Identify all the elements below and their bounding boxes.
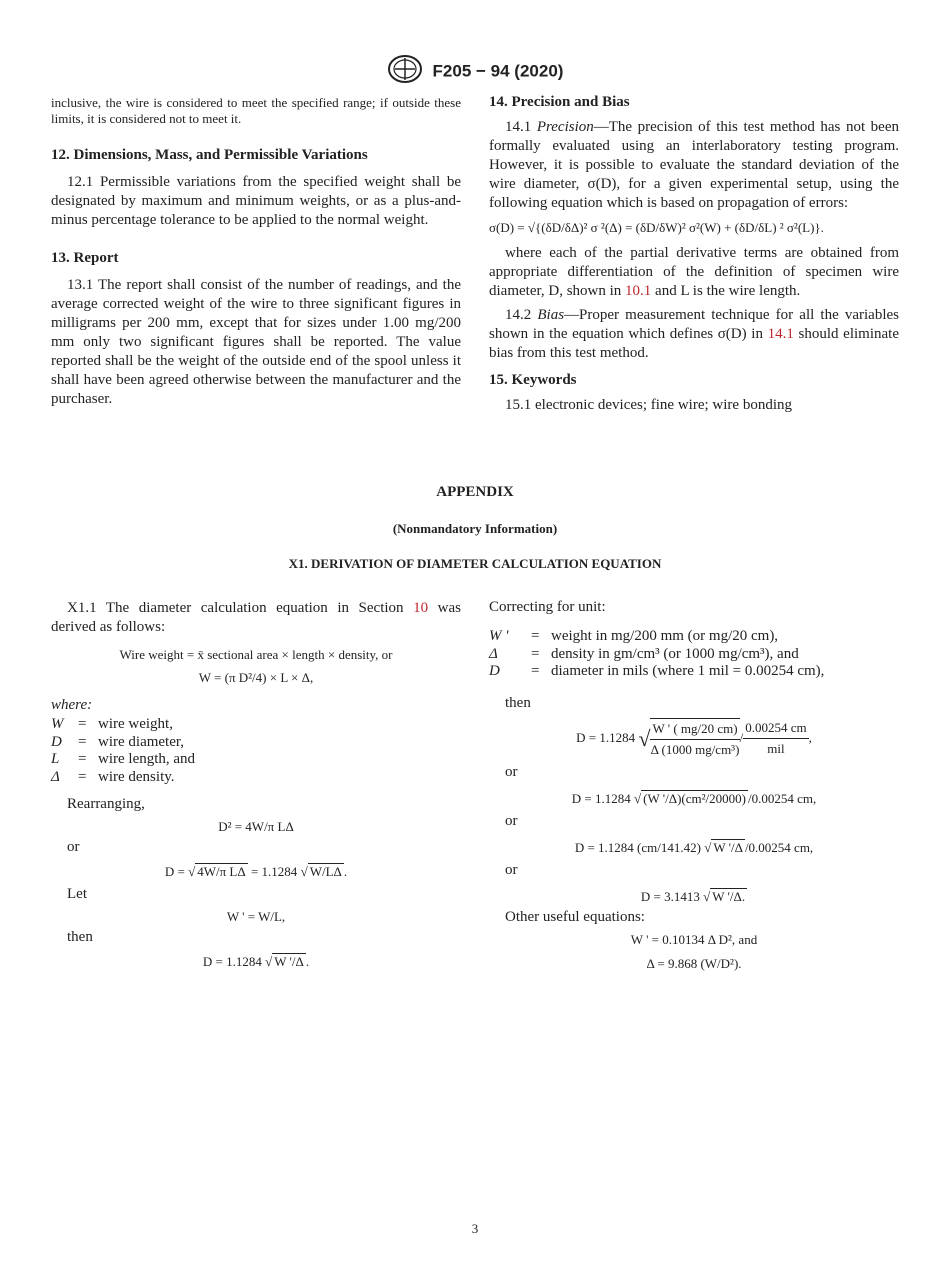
left-column bbox=[51, 95, 461, 409]
let-text: Let bbox=[67, 886, 87, 902]
section-14-1: 14.1 Precision—The precision of this test method has not been formally evaluated using an interlaboratory testing program. However, it is possible to evaluate the standard deviation of the wire diameter, σ(D), for a given experimental setup, using the following equation which is based on propagation of errors: bbox=[489, 119, 899, 211]
right-variable-list bbox=[489, 628, 899, 681]
variable-row: Δ = density in gm/cm³ (or 1000 mg/cm³), and bbox=[489, 645, 799, 662]
appendix-right-column bbox=[489, 599, 899, 974]
ref-section-10-link[interactable]: 10 bbox=[413, 600, 429, 616]
section-14-title: 14. Precision and Bias bbox=[489, 94, 630, 110]
appendix-left-column bbox=[51, 599, 461, 972]
section-14-2: 14.2 Bias—Proper measurement technique for all the variables shown in the equation which defines σ(D) in 14.1 should eliminate bias from this test method. bbox=[489, 307, 899, 361]
eq-W: W = (π D²/4) × L × Δ, bbox=[198, 670, 314, 685]
eq-W-prime: W ' = W/L, bbox=[226, 909, 286, 924]
section-13-title: 13. Report bbox=[51, 250, 119, 266]
bias-term: Bias bbox=[537, 307, 565, 323]
where-label: where: bbox=[51, 697, 93, 713]
eq-wire-weight: Wire weight = x̄ sectional area × length × density, or bbox=[119, 647, 393, 662]
eq-other-1: W ' = 0.10134 Δ D², and bbox=[630, 931, 758, 947]
then-text-1: then bbox=[67, 929, 93, 945]
variable-row: D = wire diameter, bbox=[51, 733, 185, 750]
astm-logo-icon bbox=[387, 54, 423, 89]
eq-D-sqrt: D = √ 4W/π LΔ = 1.1284 √ W/LΔ . bbox=[164, 864, 348, 879]
document-designation: F205 − 94 (2020) bbox=[432, 61, 564, 81]
or-text-1: or bbox=[67, 839, 80, 855]
then-text-2: then bbox=[505, 694, 531, 711]
continuation-text: inclusive, the wire is considered to meet the specified range; if outside these limits, it is considered not to meet it. bbox=[51, 95, 461, 126]
variable-row: Δ = wire density. bbox=[51, 768, 175, 785]
precision-equation: σ(D) = √{(δD/δΔ)² σ ²(Δ) = (δD/δW)² σ²(W) + (δD/δL) ² σ²(L)}. bbox=[489, 220, 824, 235]
precision-term: Precision bbox=[536, 119, 594, 135]
variable-row: D = diameter in mils (where 1 mil = 0.00254 cm), bbox=[489, 663, 825, 679]
eq-right-1: D = 1.1284 √ $\frac{W ' ( mg/20 cm)}{\text{Δ (1000 mg/cm³)}}$ / $\frac{0.00254 cm}{\text{mil}}$ , bbox=[489, 718, 899, 760]
section-15-1: 15.1 electronic devices; fine wire; wire bonding bbox=[505, 397, 792, 413]
ref-10-1-link[interactable]: 10.1 bbox=[625, 283, 652, 299]
variable-row: W = wire weight, bbox=[51, 716, 173, 732]
section-15-title: 15. Keywords bbox=[489, 372, 577, 388]
appendix-x1-title: X1. DERIVATION OF DIAMETER CALCULATION EQUATION bbox=[288, 556, 662, 571]
appendix-subtitle: (Nonmandatory Information) bbox=[392, 521, 558, 536]
rearranging-text: Rearranging, bbox=[67, 796, 145, 812]
section-13-1: 13.1 The report shall consist of the number of readings, and the average corrected weight of the wire to three significant figures in milligrams per 200 mm, except that for sizes under 1.00 mg/200 mm only two significant figures shall be reported. The value reported shall be the weight of the outside end of the spool unless it shall have been agreed otherwise between the manufacturer and the purchaser. bbox=[51, 277, 461, 407]
or-text-3: or bbox=[505, 812, 518, 829]
or-text-2: or bbox=[505, 763, 518, 780]
section-14-1-continuation: where each of the partial derivative terms are obtained from appropriate differentiation of the definition of specimen wire diameter, D, shown in 10.1 and L is the wire length. bbox=[489, 245, 899, 299]
eq-right-4: D = 3.1413 √ W '/Δ. bbox=[640, 888, 746, 904]
eq-right-2: D = 1.1284 √ (W '/Δ)(cm²/20000) /0.00254 cm, bbox=[571, 790, 817, 806]
x1-1-paragraph: X1.1 The diameter calculation equation in Section 10 was derived as follows: bbox=[51, 600, 462, 635]
eq-D-squared: D² = 4W/π LΔ bbox=[218, 819, 294, 834]
right-column bbox=[489, 94, 899, 415]
page-header bbox=[0, 54, 950, 89]
section-12-1: 12.1 Permissible variations from the specified weight shall be designated by maximum and minimum weights, or as a plus-and-minus percentage tolerance to be applied to the normal weight. bbox=[51, 174, 461, 228]
section-12-title: 12. Dimensions, Mass, and Permissible Variations bbox=[51, 147, 368, 163]
variable-row: L = wire length, and bbox=[51, 751, 196, 767]
eq-other-2: Δ = 9.868 (W/D²). bbox=[646, 955, 742, 971]
or-text-4: or bbox=[505, 861, 518, 878]
left-variable-list bbox=[51, 716, 461, 786]
eq-right-3: D = 1.1284 (cm/141.42) √ W '/Δ /0.00254 cm, bbox=[574, 839, 814, 855]
variable-row: W ' = weight in mg/200 mm (or mg/20 cm), bbox=[489, 628, 779, 644]
eq-D-final: D = 1.1284 √ W '/Δ . bbox=[202, 954, 310, 969]
other-equations-text: Other useful equations: bbox=[505, 908, 645, 925]
page-number: 3 bbox=[471, 1221, 479, 1236]
appendix-title: APPENDIX bbox=[436, 484, 514, 500]
ref-14-1-link[interactable]: 14.1 bbox=[767, 326, 794, 342]
correcting-text: Correcting for unit: bbox=[489, 599, 606, 615]
